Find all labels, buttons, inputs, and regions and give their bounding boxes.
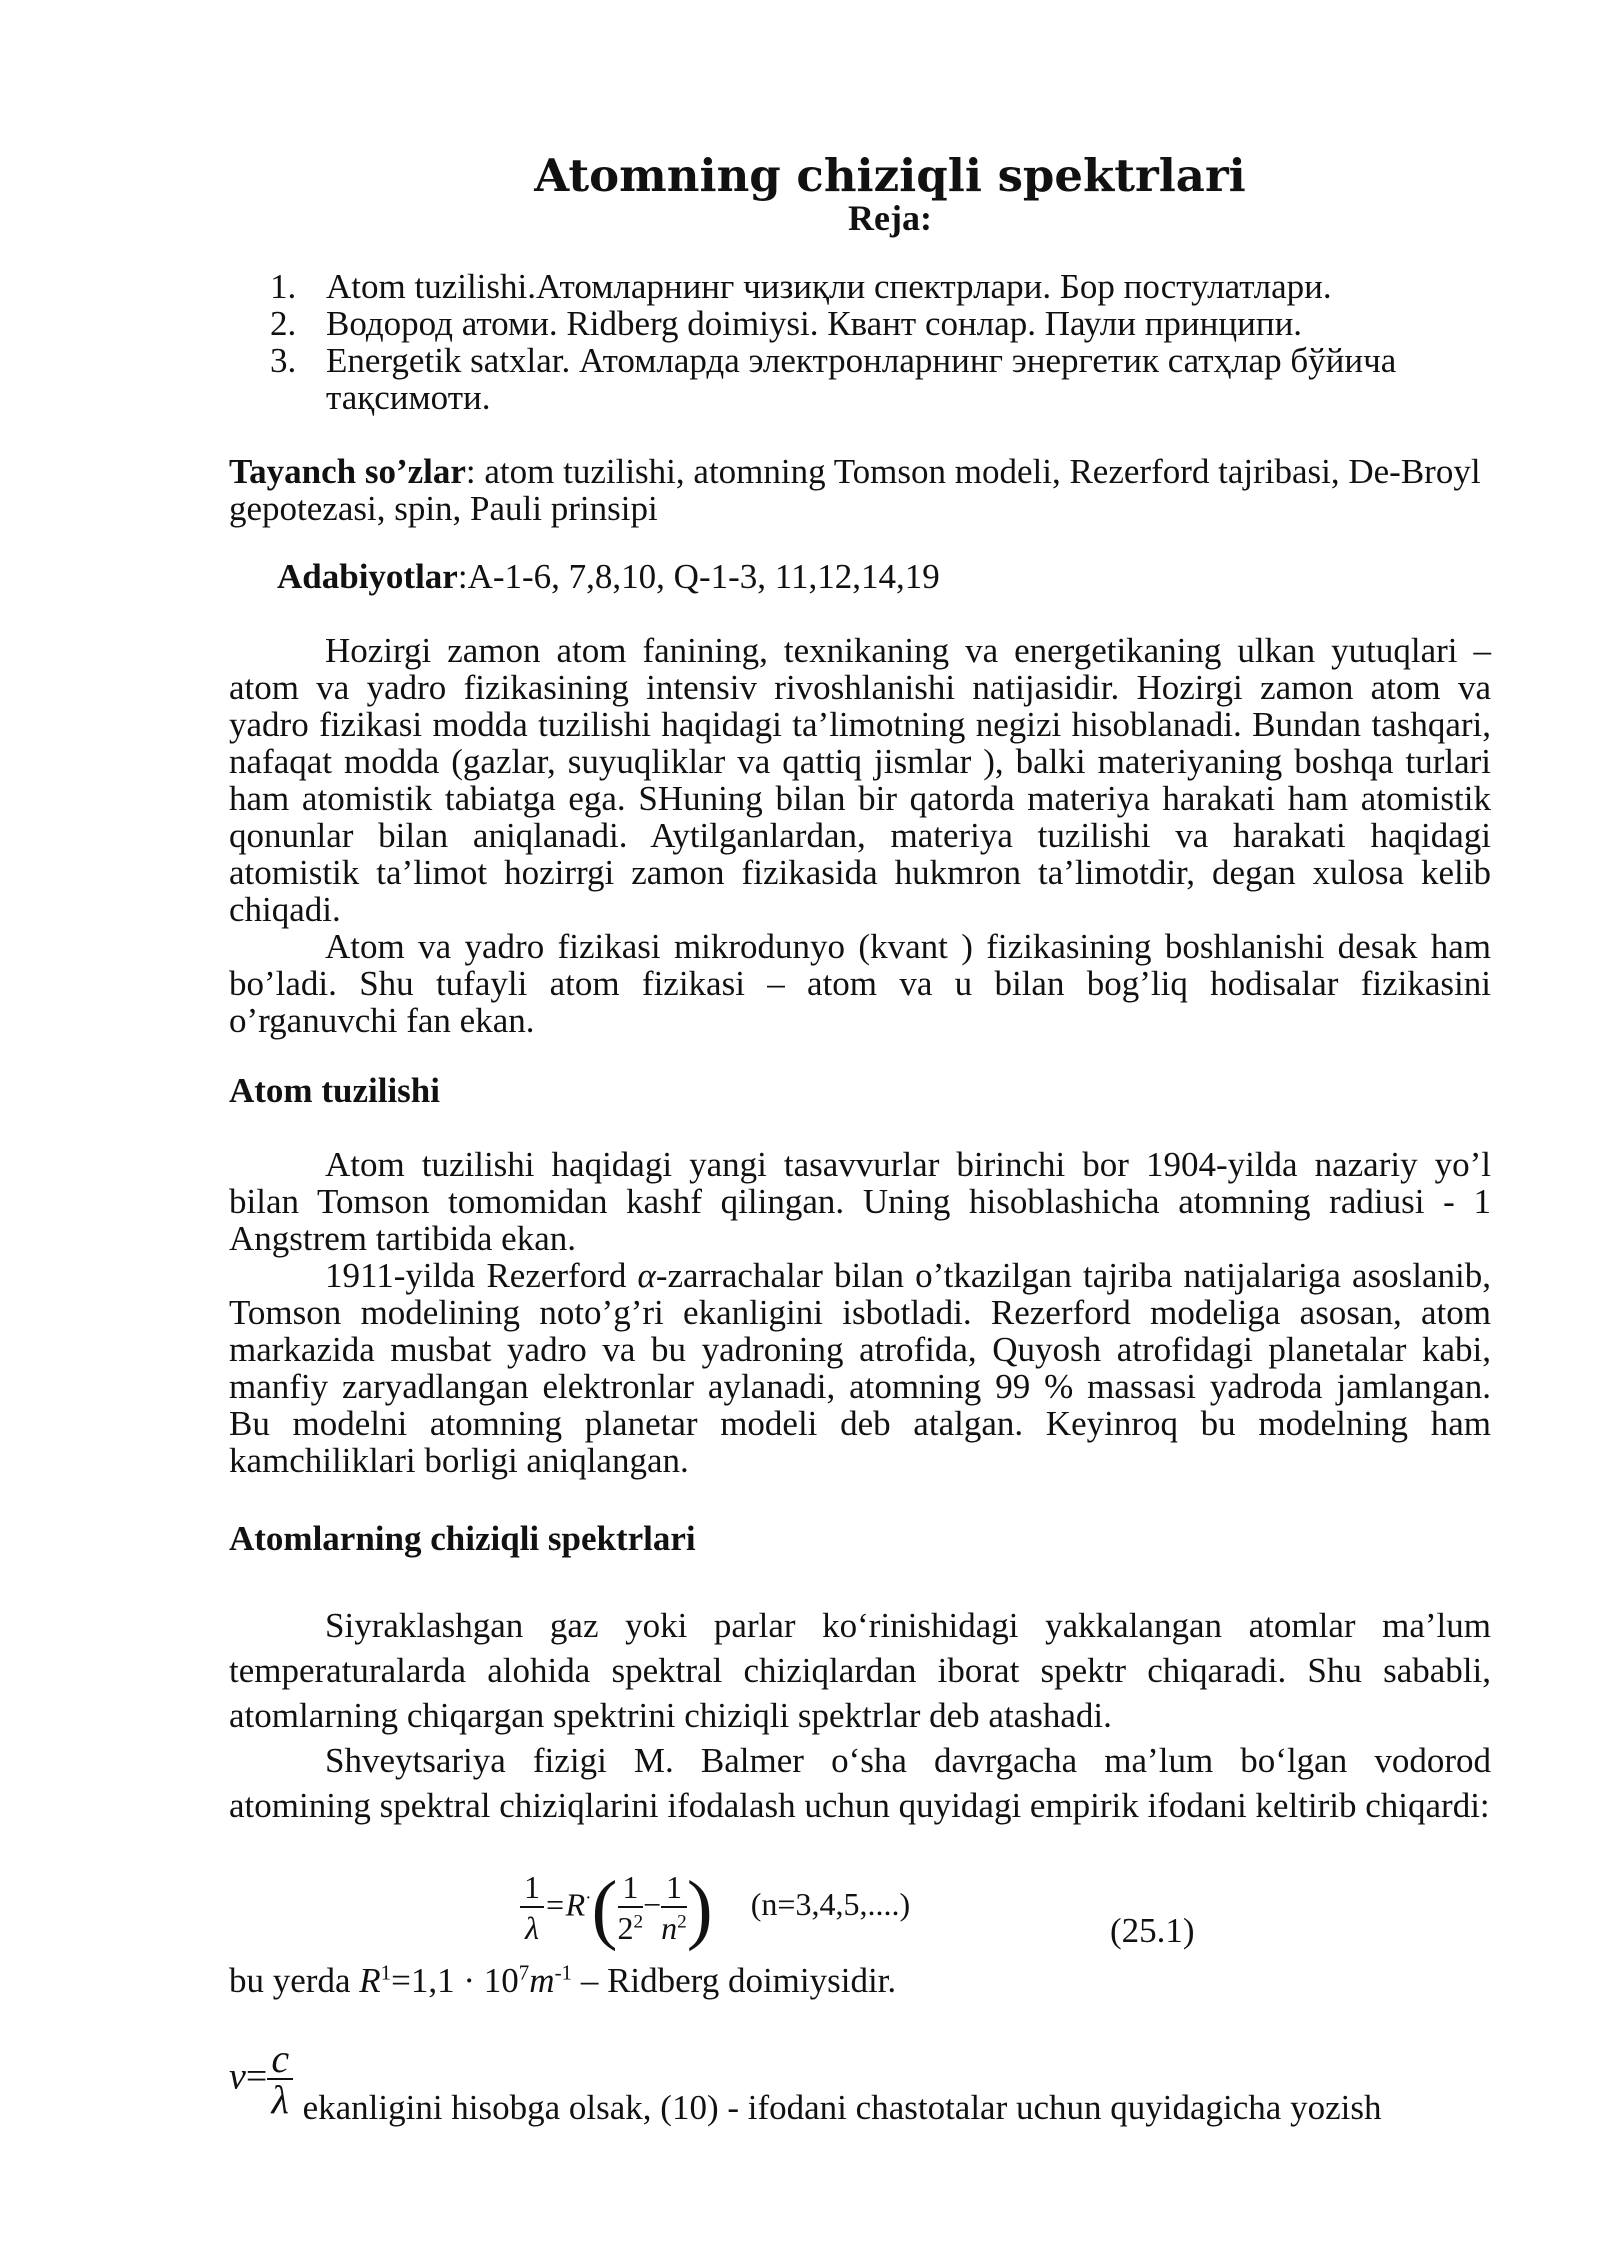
atom-structure-paragraph: Atom tuzilishi haqidagi yangi tasavvurlar birinchi bor 1904-yilda nazariy yo’l bilan Tomson tomomidan kashf qilingan. Uning hisoblashicha atomning radiusi - 1 Angstrem tartibida ekan. [229, 1145, 1491, 1258]
line-spectra-paragraph: Siyraklashgan gaz yoki parlar ko‘rinishidagi yakkalangan atomlar ma’lum temperaturalarda alohida spektral chiziqlardan iborat spektr chiqaradi. Shu sababli, atomlarning chiqargan spektrini chiziqli spektrlar deb atashadi. [229, 1606, 1491, 1735]
keywords-label: Tayanch so’zlar [229, 452, 466, 491]
literature-paragraph [229, 558, 1491, 595]
literature-label: Adabiyotlar [277, 557, 458, 596]
section-heading-atom-structure: Atom tuzilishi [229, 1071, 440, 1110]
keywords-paragraph [229, 453, 1491, 527]
keywords-text: : atom tuzilishi, atomning Tomson modeli, Rezerford tajribasi, De-Broyl gepotezasi, spin, Pauli prinsipi [229, 452, 1481, 528]
literature-text: :A-1-6, 7,8,10, Q-1-3, 11,12,14,19 [457, 557, 940, 596]
rydberg-constant-line: bu yerda $R^1=1,1 \cdot 10^7m^{-1}$ – Ridberg doimiysidir. [229, 1960, 897, 2000]
alpha-symbol: α [637, 1256, 656, 1295]
plan-item [270, 342, 1490, 416]
fraction-c-over-lambda: $\frac{c}{\lambda}$ [267, 2040, 293, 2120]
rydberg-symbol: =R [544, 1886, 586, 1923]
plan-item [270, 305, 1490, 342]
atom-structure-section [229, 1146, 1491, 1479]
plan-item [270, 268, 1490, 305]
fraction-one-over-two-squared: $\frac{1}{2^2}$ [617, 1869, 644, 1946]
frequency-text: ekanligini hisobga olsak, (10) - ifodani chastotalar uchun quyidagicha yozish [302, 2087, 1382, 2127]
balmer-formula: $\frac{1}{\lambda}$ =R·( $\frac{1}{2^2}$ − $\frac{1}{n^2}$ ) (n=3,4,5,....) [520, 1868, 910, 1948]
intro-paragraph: Atom va yadro fizikasi mikrodunyo (kvant ) fizikasining boshlanishi desak ham bo’ladi. Shu tufayli atom fizikasi – atom va u bilan bog’liq hodisalar fizikasini o’rganuvchi fan ekan. [229, 927, 1491, 1040]
balmer-paragraph: Shveytsariya fizigi M. Balmer o‘sha davrgacha ma’lum bo‘lgan vodorod atomining spektral chiziqlarini ifodalash uchun quyidagi empirik ifodani keltirib chiqardi: [229, 1741, 1491, 1825]
page-title: Atomning chiziqli spektrlari [534, 149, 1246, 202]
formula-condition: (n=3,4,5,....) [750, 1886, 911, 1923]
fraction-one-over-n-squared: $\frac{1}{n^2}$ [661, 1869, 687, 1946]
plan-item-number: 3. [270, 341, 297, 380]
section-heading-line-spectra: Atomlarning chiziqli spektrlari [229, 1519, 696, 1558]
plan-item-number: 2. [270, 304, 297, 343]
intro-section [229, 632, 1491, 1039]
rutherford-paragraph: 1911-yilda Rezerford α-zarrachalar bilan o’tkazilgan tajriba natijalariga asoslanib, Tomson modelining noto’g’ri ekanligini isbotladi. Rezerford modeliga asosan, atom markazida musbat yadro va bu yadroning atrofida, Quyosh atrofidagi planetalar kabi, manfiy zaryadlangan elektronlar aylanadi, atomning 99 % massasi yadroda jamlangan. Bu modelni atomning planetar modeli deb atalgan. Keyinroq bu modelning ham kamchiliklari borligi aniqlangan. [229, 1256, 1492, 1480]
equation-number: (25.1) [1110, 1911, 1195, 1950]
line-spectra-section [229, 1603, 1491, 1828]
nu-symbol: ν [229, 2055, 246, 2098]
plan-heading: Reja: [848, 198, 932, 238]
frequency-formula-line: ν= $\frac{c}{\lambda}$ ekanligini hisobga olsak, (10) - ifodani chastotalar uchun quyidagicha yozish [229, 2036, 1382, 2127]
plan-item-text: Atom tuzilishi.Атомларнинг чизиқли спектрлари. Бор постулатлари. [326, 267, 1332, 306]
plan-list [270, 268, 1490, 416]
fraction-one-over-lambda: $\frac{1}{\lambda}$ [520, 1868, 544, 1948]
plan-item-text: Водород атоми. Ridberg doimiysi. Квант сонлар. Паули принципи. [326, 304, 1303, 343]
plan-item-number: 1. [270, 267, 297, 306]
intro-paragraph: Hozirgi zamon atom fanining, texnikaning va energetikaning ulkan yutuqlari – atom va yadro fizikasining intensiv rivoshlanishi natijasidir. Hozirgi zamon atom va yadro fizikasi modda tuzilishi haqidagi ta’limotning negizi hisoblanadi. Bundan tashqari, nafaqat modda (gazlar, suyuqliklar va qattiq jismlar ), balki materiyaning boshqa turlari ham atomistik tabiatga ega. SHuning bilan bir qatorda materiya harakati ham atomistik qonunlar bilan aniqlanadi. Aytilganlardan, materiya tuzilishi va harakati haqidagi atomistik ta’limot hozirrgi zamon fizikasida hukmron ta’limotdir, degan xulosa kelib chiqadi. [229, 631, 1491, 929]
plan-item-text: Energetik satxlar. Атомларда электронларнинг энергетик сатҳлар бўйича тақсимоти. [326, 341, 1397, 417]
